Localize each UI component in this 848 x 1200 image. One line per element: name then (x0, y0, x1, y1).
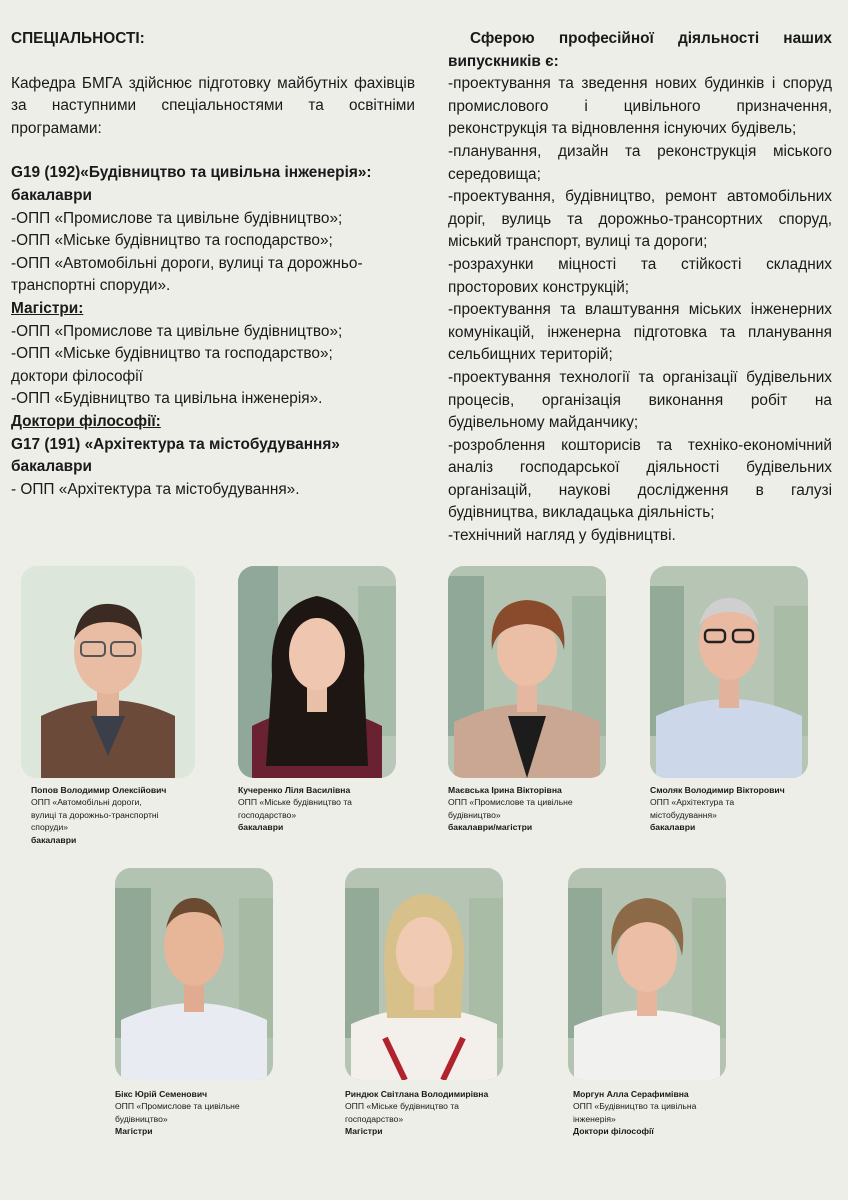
career-item: -проектування, будівництво, ремонт автомобільних доріг, вулиць та дорожньо-трансортних споруд, міський транспорт, вулиці та дороги; (448, 188, 832, 251)
staff-program: ОПП «Автомобільні дороги, (31, 797, 142, 808)
phd-program: -ОПП «Будівництво та цивільна інженерія». (11, 390, 323, 408)
career-item: -проектування та зведення нових будинків і споруд промислового і цивільного призначення, реконструкція та відновлення існуючих будівель; (448, 75, 832, 138)
career-item: -розроблення кошторисів та техніко-економічний аналіз господарської діяльності будівельних організацій, наукові дослідження в галузі будівництва, викладацька діяльність; (448, 436, 832, 522)
staff-program: споруди» (31, 822, 69, 833)
career-item: -розрахунки міцності та стійкості складних просторових конструкцій; (448, 255, 832, 296)
staff-photo-4 (650, 566, 808, 778)
career-item: -планування, дизайн та реконструкція міського середовища; (448, 142, 832, 183)
staff-role: Магістри (345, 1126, 383, 1137)
staff-photo-6 (345, 868, 503, 1080)
staff-role: Доктори філософії (573, 1126, 654, 1137)
staff-name: Риндюк Світлана Володимирівна (345, 1089, 489, 1099)
staff-program: ОПП «Будівництво та цивільна (573, 1101, 697, 1112)
staff-name: Смоляк Володимир Вікторович (650, 785, 785, 795)
career-item: -проектування технології та організації будівельних процесів, організація виконання робіт на будівельному майданчику; (448, 368, 832, 432)
staff-caption-6 (345, 1088, 535, 1138)
career-intro: Сферою професійної діяльності наших випускників є: (448, 30, 832, 70)
g17-title: G17 (191) «Архітектура та містобудування» (11, 435, 340, 453)
masters-heading: Магістри: (11, 299, 84, 317)
staff-program: будівництво» (115, 1113, 168, 1124)
staff-name: Моргун Алла Серафимівна (573, 1089, 689, 1099)
staff-role: бакалаври (650, 822, 696, 833)
staff-program: ОПП «Міське будівництво та (238, 797, 352, 808)
career-item: -проектування та влаштування міських інженерних комунікацій, інженерна підготовка та планування сельбищних територій; (448, 301, 832, 364)
career-item: -технічний нагляд у будівництві. (448, 527, 676, 545)
staff-role: Магістри (115, 1126, 153, 1137)
staff-role: бакалаври/магістри (448, 822, 533, 833)
staff-caption-1 (31, 784, 206, 846)
specialties-column (11, 28, 415, 501)
staff-name: Попов Володимир Олексійович (31, 785, 167, 795)
staff-program: будівництво» (448, 809, 501, 820)
staff-caption-3 (448, 784, 623, 834)
staff-photo-7 (568, 868, 726, 1080)
g19-bachelor-program-2: -ОПП «Міське будівництво та господарство»; (11, 232, 333, 250)
staff-photo-5 (115, 868, 273, 1080)
g19-bachelor-program-1: -ОПП «Промислове та цивільне будівництво»; (11, 209, 343, 227)
staff-photo-1 (21, 566, 195, 778)
staff-program: інженерія» (573, 1113, 616, 1124)
staff-name: Бікс Юрій Семенович (115, 1089, 208, 1099)
staff-caption-2 (238, 784, 413, 834)
staff-name: Кучеренко Ліля Василівна (238, 785, 351, 795)
staff-name: Маєвська Ірина Вікторівна (448, 785, 562, 795)
master-program-2: -ОПП «Міське будівництво та господарство»; (11, 345, 333, 363)
specialties-heading: СПЕЦІАЛЬНОСТІ: (11, 30, 145, 47)
g19-title: G19 (192)«Будівництво та цивільна інженерія»: (11, 164, 372, 182)
staff-caption-5 (115, 1088, 295, 1138)
staff-program: ОПП «Промислове та цивільне (448, 797, 573, 808)
g17-bachelors-label: бакалаври (11, 458, 92, 476)
staff-program: ОПП «Промислове та цивільне (115, 1101, 240, 1112)
staff-role: бакалаври (238, 822, 284, 833)
staff-caption-7 (573, 1088, 753, 1138)
g19-bachelor-program-3: -ОПП «Автомобільні дороги, вулиці та дорожньо-транспортні споруди». (11, 254, 363, 295)
staff-program: господарство» (238, 809, 297, 820)
staff-program: господарство» (345, 1113, 404, 1124)
staff-caption-4 (650, 784, 830, 834)
specialties-intro: Кафедра БМГА здійснює підготовку майбутніх фахівців за наступними спеціальностями та освітніми програмами: (11, 74, 415, 137)
staff-program: містобудування» (650, 809, 717, 820)
staff-role: бакалаври (31, 834, 77, 845)
staff-photo-2 (238, 566, 396, 778)
staff-program: ОПП «Міське будівництво та (345, 1101, 459, 1112)
master-program-1: -ОПП «Промислове та цивільне будівництво»; (11, 322, 343, 340)
staff-photo-3 (448, 566, 606, 778)
g19-bachelors-label: бакалаври (11, 186, 92, 204)
phd-heading: Доктори філософії: (11, 412, 161, 430)
g17-bachelor-program: - ОПП «Архітектура та містобудування». (11, 480, 300, 498)
phd-lower-label: доктори філософії (11, 367, 143, 385)
staff-program: вулиці та дорожньо-транспортні (31, 809, 159, 820)
career-column (448, 28, 832, 548)
staff-program: ОПП «Архітектура та (650, 797, 735, 808)
